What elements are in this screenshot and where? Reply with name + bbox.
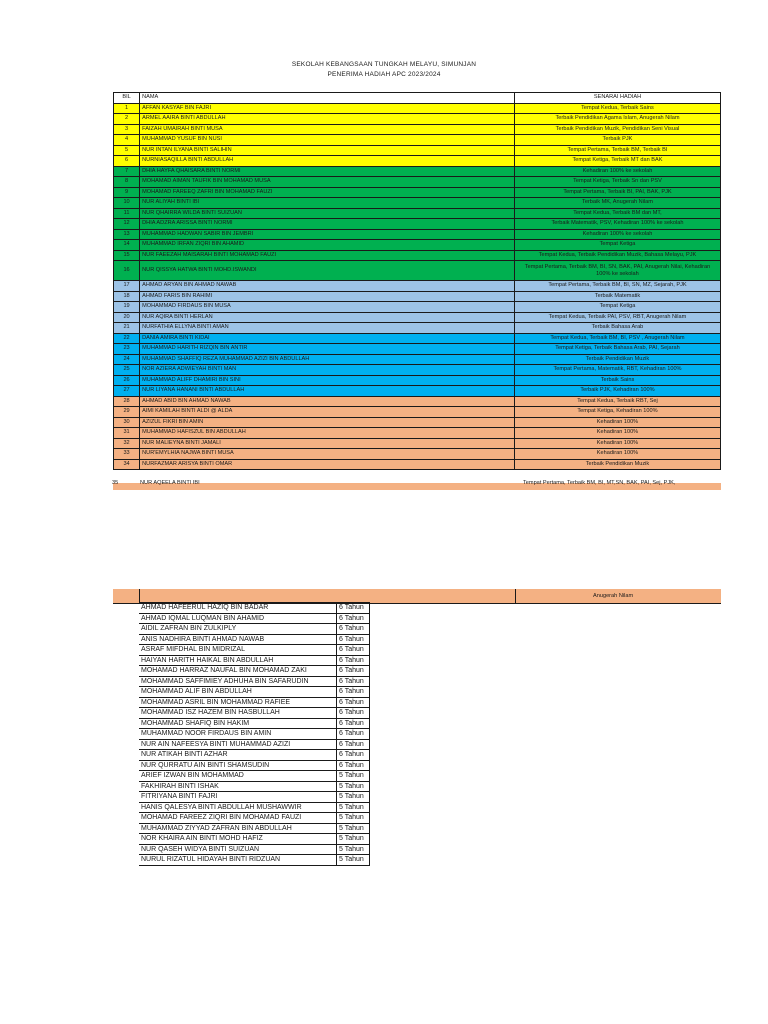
student-age: 6 Tahun — [337, 645, 370, 656]
student-name: NUR ATIKAH BINTI AZHAR — [139, 750, 337, 761]
document-subtitle: PENERIMA HADIAH APC 2023/2024 — [327, 71, 441, 78]
row-number: 21 — [114, 323, 140, 334]
student-age: 5 Tahun — [337, 802, 370, 813]
award-list: Tempat Ketiga — [514, 240, 720, 251]
student-name: MUHAMMAD SHAFFIQ REZA MUHAMMAD AZIZI BIN ABDULLAH — [140, 354, 515, 365]
student-name: AHMAD ABID BIN AHMAD NAWAB — [140, 396, 515, 407]
student-name: AFFAN KASYAF BIN FAJRI — [140, 103, 515, 114]
list-item — [139, 771, 370, 782]
list-item — [139, 708, 370, 719]
award-list: Tempat Kedua, Terbaik RBT, Sej — [514, 396, 720, 407]
list-item — [139, 676, 370, 687]
student-name: HAIYAN HARITH HAIKAL BIN ABDULLAH — [139, 655, 337, 666]
row-number: 6 — [114, 156, 140, 167]
row-number: 2 — [114, 114, 140, 125]
table-row — [114, 145, 721, 156]
table-row — [114, 229, 721, 240]
student-age: 6 Tahun — [337, 687, 370, 698]
table-row — [114, 354, 721, 365]
student-age: 6 Tahun — [337, 718, 370, 729]
award-list: Terbaik PJK — [514, 135, 720, 146]
student-name: NUR FAEEZAH MAISARAH BINTI MOHAMAD FAUZI — [140, 250, 515, 261]
student-name: MUHAMMAD HADWAN SABIR BIN JEMBRI — [140, 229, 515, 240]
student-age: 6 Tahun — [337, 676, 370, 687]
table-row — [114, 386, 721, 397]
student-name: AHMAD HAFEERUL HAZIQ BIN BADAR — [139, 603, 337, 614]
student-age: 6 Tahun — [337, 729, 370, 740]
table-row — [114, 250, 721, 261]
table-row — [114, 396, 721, 407]
student-name: MUHAMMAD NOOR FIRDAUS BIN AMIN — [139, 729, 337, 740]
table-row — [114, 166, 721, 177]
student-age: 6 Tahun — [337, 613, 370, 624]
student-name: NUR QASEH WIDYA BINTI SUIZUAN — [139, 844, 337, 855]
award-list: Terbaik Matematik — [514, 291, 720, 302]
student-age: 5 Tahun — [337, 813, 370, 824]
award-list: Kehadiran 100% ke sekolah — [514, 166, 720, 177]
row-number: 26 — [114, 375, 140, 386]
student-age: 6 Tahun — [337, 697, 370, 708]
row-number: 31 — [114, 428, 140, 439]
award-list: Tempat Ketiga, Terbaik Sn dan PSV — [514, 177, 720, 188]
row-number: 10 — [114, 198, 140, 209]
row-number: 5 — [114, 145, 140, 156]
award-list: Tempat Pertama, Terbaik BM, Terbaik BI — [514, 145, 720, 156]
award-list: Kehadiran 100% ke sekolah — [514, 229, 720, 240]
cut-row-bil-cell — [113, 589, 140, 603]
student-age: 6 Tahun — [337, 708, 370, 719]
award-list: Terbaik Matematik, PSV, Kehadiran 100% ke sekolah — [514, 219, 720, 230]
table-row — [114, 240, 721, 251]
student-name: DHIA HAYFA QHAISARA BINTI NORMI — [140, 166, 515, 177]
school-title: SEKOLAH KEBANGSAAN TUNGKAH MELAYU, SIMUNJAN — [291, 61, 477, 68]
student-name: NUR QHAIRRA WILDA BINTI SUIZUAN — [140, 208, 515, 219]
row-number: 16 — [114, 261, 140, 281]
table-row — [114, 114, 721, 125]
table-header-row — [114, 93, 721, 104]
award-list: Kehadiran 100% — [514, 417, 720, 428]
row-number: 33 — [114, 449, 140, 460]
list-item — [139, 655, 370, 666]
table-row — [114, 124, 721, 135]
list-item — [139, 844, 370, 855]
list-item — [139, 603, 370, 614]
award-list: Tempat Pertama, Terbaik BI, PAI, BAK, PJK — [514, 187, 720, 198]
student-name: AHMAD ARYAN BIN AHMAD NAWAB — [140, 281, 515, 292]
list-item — [139, 666, 370, 677]
award-list: Tempat Ketiga, Terbaik MT dan BAK — [514, 156, 720, 167]
award-list: Tempat Kedua, Terbaik Pendidikan Muzik, Bahasa Melayu, PJK — [514, 250, 720, 261]
row-number: 19 — [114, 302, 140, 313]
student-age: 5 Tahun — [337, 834, 370, 845]
award-list: Tempat Ketiga — [514, 302, 720, 313]
table-row — [114, 449, 721, 460]
award-list: Terbaik PJK, Kehadiran 100% — [514, 386, 720, 397]
row-number: 8 — [114, 177, 140, 188]
student-name: NUR INTAN ILYANA BINTI SALIHIN — [140, 145, 515, 156]
student-name: ANIS NADHIRA BINTI AHMAD NAWAB — [139, 634, 337, 645]
award-list: Tempat Kedua, Terbaik Sains — [514, 103, 720, 114]
row-number: 18 — [114, 291, 140, 302]
cut-row-name: NUR AQEELA BINTI IBI — [140, 480, 200, 486]
list-item — [139, 645, 370, 656]
table-row — [114, 135, 721, 146]
table-row — [114, 177, 721, 188]
list-item — [139, 813, 370, 824]
table-row — [114, 375, 721, 386]
nama-column-header: NAMA — [140, 93, 515, 104]
row-number: 9 — [114, 187, 140, 198]
row-number: 28 — [114, 396, 140, 407]
award-list: Terbaik Pendidikan Muzik, Pendidikan Seni Visual — [514, 124, 720, 135]
award-list: Terbaik Bahasa Arab — [514, 323, 720, 334]
student-name: NUR AIN NAFEESYA BINTI MUHAMMAD AZIZI — [139, 739, 337, 750]
student-name: MUHAMMAD YUSUF BIN NUSI — [140, 135, 515, 146]
award-list: Terbaik Sains — [514, 375, 720, 386]
student-name: MOHAMMAD SHAFIQ BIN HAKIM — [139, 718, 337, 729]
table-row — [114, 407, 721, 418]
row-number: 3 — [114, 124, 140, 135]
table-row — [114, 198, 721, 209]
list-item — [139, 634, 370, 645]
award-list: Terbaik MK, Anugerah Nilam — [514, 198, 720, 209]
list-item — [139, 687, 370, 698]
list-item — [139, 613, 370, 624]
table-row — [114, 156, 721, 167]
row-number: 34 — [114, 459, 140, 470]
table-row — [114, 428, 721, 439]
list-item — [139, 792, 370, 803]
student-age: 6 Tahun — [337, 624, 370, 635]
award-list: Kehadiran 100% — [514, 438, 720, 449]
table-row — [114, 333, 721, 344]
student-age: 6 Tahun — [337, 603, 370, 614]
student-name: NURNIASAQILLA BINTI ABDULLAH — [140, 156, 515, 167]
student-name: DANIA AMIRA BINTI KIDAI — [140, 333, 515, 344]
award-list: Tempat Ketiga, Kehadiran 100% — [514, 407, 720, 418]
list-item — [139, 834, 370, 845]
table-row — [114, 291, 721, 302]
student-name: MUHAMMAD HARITH RIZQIN BIN ANTIR — [140, 344, 515, 355]
student-name: MOHAMMAD ISZ HAZEM BIN HASBULLAH — [139, 708, 337, 719]
student-name: MOHAMMAD SAFFIMIEY ADHUHA BIN SAFARUDIN — [139, 676, 337, 687]
list-item — [139, 823, 370, 834]
table-row — [114, 344, 721, 355]
student-name: NOR AZIERA ADWIEYAH BINTI MAN — [140, 365, 515, 376]
table-row — [114, 261, 721, 281]
student-name: FITRIYANA BINTI FAJRI — [139, 792, 337, 803]
award-list: Kehadiran 100% — [514, 428, 720, 439]
cut-row-award-continued: Anugerah Nilam — [593, 593, 634, 599]
student-name: ARIEF IZWAN BIN MOHAMMAD — [139, 771, 337, 782]
row-number: 17 — [114, 281, 140, 292]
student-name: AHMAD IQMAL LUQMAN BIN AHAMID — [139, 613, 337, 624]
student-name: ARMEL AAIRA BINTI ABDULLAH — [140, 114, 515, 125]
award-list: Tempat Pertama, Matematik, RBT, Kehadiran 100% — [514, 365, 720, 376]
student-name: AZIZUL FIKRI BIN AMIN — [140, 417, 515, 428]
student-name: FAIZAH UMAIRAH BINTI MUSA — [140, 124, 515, 135]
student-age: 6 Tahun — [337, 750, 370, 761]
student-name: NURFATHIA ELLYNA BINTI AMAN — [140, 323, 515, 334]
student-name: MOHAMMAD FIRDAUS BIN MUSA — [140, 302, 515, 313]
student-age: 6 Tahun — [337, 655, 370, 666]
student-age: 5 Tahun — [337, 781, 370, 792]
list-item — [139, 781, 370, 792]
list-item — [139, 697, 370, 708]
award-list: Tempat Kedua, Terbaik PAI, PSV, RBT, Anugerah Nilam — [514, 312, 720, 323]
table-row — [114, 219, 721, 230]
student-name: AIMI KAMILAH BINTI ALDI @ ALDA — [140, 407, 515, 418]
row-number: 32 — [114, 438, 140, 449]
table-row — [114, 459, 721, 470]
student-name: AIDIL ZAFRAN BIN ZULKIPLY — [139, 624, 337, 635]
row-number: 29 — [114, 407, 140, 418]
student-name: NUR'EMYLHIA NAJWA BINTI MUSA — [140, 449, 515, 460]
student-name: MOHAMMAD ASRIL BIN MOHAMMAD RAFIEE — [139, 697, 337, 708]
table-row — [114, 417, 721, 428]
list-item — [139, 750, 370, 761]
student-name: NURUL RIZATUL HIDAYAH BINTI RIDZUAN — [139, 855, 337, 866]
table-row — [114, 208, 721, 219]
hadiah-column-header: SENARAI HADIAH — [514, 93, 720, 104]
row-number: 13 — [114, 229, 140, 240]
student-age: 6 Tahun — [337, 634, 370, 645]
student-name: MOHAMAD FAREEZ ZIQRI BIN MOHAMAD FAUZI — [139, 813, 337, 824]
row-number: 22 — [114, 333, 140, 344]
table-row — [114, 323, 721, 334]
table-row — [114, 312, 721, 323]
row-number: 23 — [114, 344, 140, 355]
cut-row-divider — [515, 589, 516, 603]
award-list: Terbaik Pendidikan Agama Islam, Anugerah Nilam — [514, 114, 720, 125]
student-name: HANIS QALESYA BINTI ABDULLAH MUSHAWWIR — [139, 802, 337, 813]
row-number: 27 — [114, 386, 140, 397]
student-name: MUHAMMAD IRFAN ZIQRI BIN AHAMID — [140, 240, 515, 251]
award-list: Tempat Ketiga, Terbaik Bahasa Arab, PAI, Sejarah — [514, 344, 720, 355]
row-number: 4 — [114, 135, 140, 146]
student-name: NOR KHAIRA AIN BINTI MOHD HAFIZ — [139, 834, 337, 845]
student-name: NUR QURRATU AIN BINTI SHAMSUDIN — [139, 760, 337, 771]
table-row — [114, 302, 721, 313]
student-age: 6 Tahun — [337, 760, 370, 771]
row-number: 7 — [114, 166, 140, 177]
award-list: Tempat Pertama, Terbaik BM, BI, SN, BAK, PAI, Anugerah Nilai, Kehadiran 100% ke sekolah — [514, 261, 720, 281]
student-name: NUR ALIYAH BINTI IBI — [140, 198, 515, 209]
student-name: MOHAMAD FAREEQ ZAFRI BIN MOHAMAD FAUZI — [140, 187, 515, 198]
student-age: 5 Tahun — [337, 792, 370, 803]
student-age-table — [139, 602, 370, 866]
row-number: 25 — [114, 365, 140, 376]
list-item — [139, 760, 370, 771]
student-age: 5 Tahun — [337, 855, 370, 866]
award-list: Terbaik Pendidikan Muzik — [514, 459, 720, 470]
student-name: NUR MALIEYNA BINTI JAMALI — [140, 438, 515, 449]
row-number: 15 — [114, 250, 140, 261]
student-name: MOHAMAD AIMAN TAUFIK BIN MOHAMAD MUSA — [140, 177, 515, 188]
cut-row-bil: 35 — [112, 480, 119, 486]
award-list: Kehadiran 100% — [514, 449, 720, 460]
student-name: DHIA ADZRA ARISSA BINTI NORMI — [140, 219, 515, 230]
award-list: Tempat Pertama, Terbaik BM, BI, SN, MZ, Sejarah, PJK — [514, 281, 720, 292]
student-age: 5 Tahun — [337, 823, 370, 834]
row-number: 14 — [114, 240, 140, 251]
row-number: 12 — [114, 219, 140, 230]
table-row — [114, 438, 721, 449]
student-name: MOHAMAD HARRAZ NAUFAL BIN MOHAMAD ZAKI — [139, 666, 337, 677]
award-table — [113, 92, 721, 470]
bil-column-header: BIL — [114, 93, 140, 104]
award-list: Terbaik Pendidikan Muzik — [514, 354, 720, 365]
table-row — [114, 187, 721, 198]
cut-row-award: Tempat Pertama, Terbaik BM, BI, MT,SN, BAK, PAI, Sej, PJK, — [523, 480, 676, 486]
student-age: 5 Tahun — [337, 844, 370, 855]
row-number: 1 — [114, 103, 140, 114]
list-item — [139, 718, 370, 729]
list-item — [139, 729, 370, 740]
table-row — [114, 365, 721, 376]
award-list: Tempat Kedua, Terbaik BM, BI, PSV , Anugerah Nilam — [514, 333, 720, 344]
student-name: AHMAD FARIS BIN RAHIMI — [140, 291, 515, 302]
table-row — [114, 103, 721, 114]
award-list: Tempat Kedua, Terbaik BM dan MT, — [514, 208, 720, 219]
student-name: MUHAMMAD ALIFF DHAMIRI BIN SINI — [140, 375, 515, 386]
student-name: MUHAMMAD ZIYYAD ZAFRAN BIN ABDULLAH — [139, 823, 337, 834]
student-age: 6 Tahun — [337, 739, 370, 750]
student-age: 5 Tahun — [337, 771, 370, 782]
table-row — [114, 281, 721, 292]
student-name: MOHAMMAD ALIF BIN ABDULLAH — [139, 687, 337, 698]
list-item — [139, 855, 370, 866]
page-break-row-top — [112, 480, 721, 490]
list-item — [139, 624, 370, 635]
student-name: ASRAF MIFDHAL BIN MIDRIZAL — [139, 645, 337, 656]
row-number: 11 — [114, 208, 140, 219]
row-number: 20 — [114, 312, 140, 323]
student-name: NURFAZMAR ARISYA BINTI OMAR — [140, 459, 515, 470]
student-name: FAKHIRAH BINTI ISHAK — [139, 781, 337, 792]
student-name: MUHAMMAD HAFISZUL BIN ABDULLAH — [140, 428, 515, 439]
student-name: NUR AQIRA BINTI HERLAN — [140, 312, 515, 323]
student-name: NUR QISSYA HATWA BINTI MOHD.ISWANDI — [140, 261, 515, 281]
student-age: 6 Tahun — [337, 666, 370, 677]
list-item — [139, 739, 370, 750]
student-name: NUR LIYANA HANANI BINTI ABDULLAH — [140, 386, 515, 397]
row-number: 30 — [114, 417, 140, 428]
list-item — [139, 802, 370, 813]
row-number: 24 — [114, 354, 140, 365]
